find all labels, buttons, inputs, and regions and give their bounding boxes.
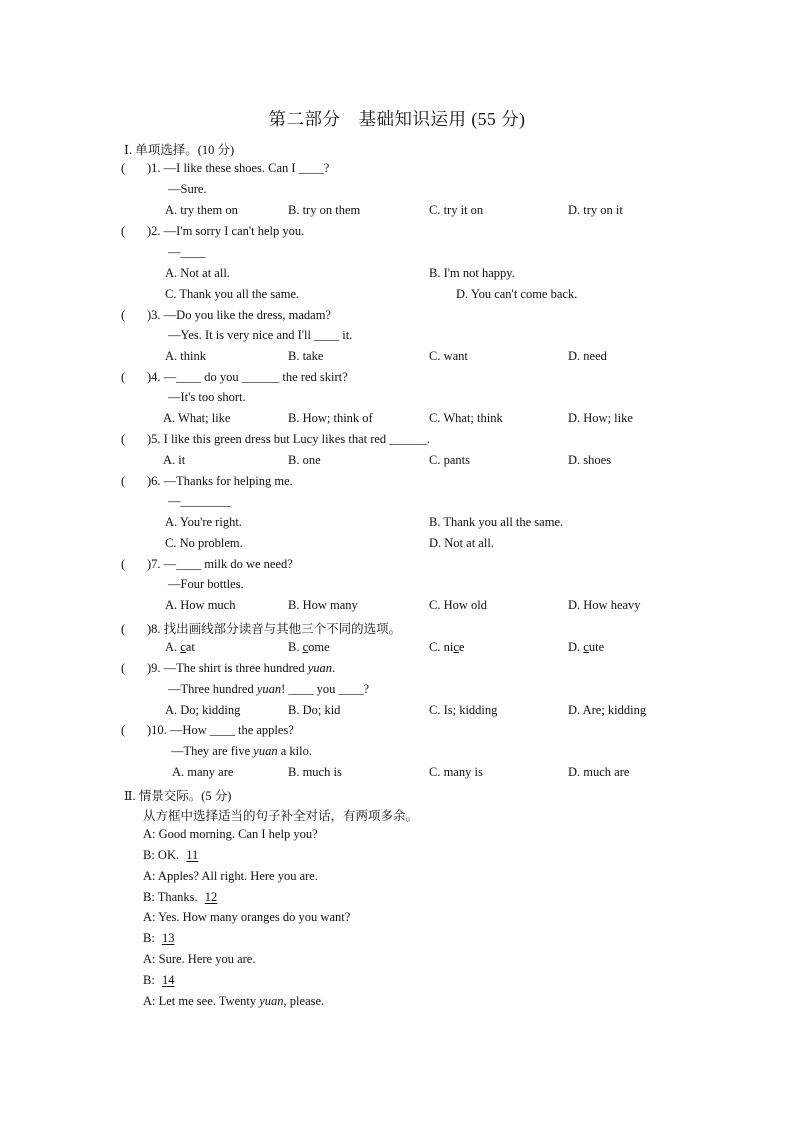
q4-option-b: B. How; think of (288, 411, 373, 425)
question-1-reply: —Sure. (168, 182, 207, 196)
q2-option-c: C. Thank you all the same. (165, 287, 300, 301)
dialog-line: B: 13 (143, 931, 178, 946)
q6-option-a: A. You're right. (165, 515, 242, 529)
question-1: ( )1. —I like these shoes. Can I ____? (121, 161, 330, 175)
page-title: 第二部分 基础知识运用 (55 分) (268, 109, 526, 129)
question-stem: )6. —Thanks for helping me. (147, 474, 293, 488)
dialog-line: A: Good morning. Can I help you? (143, 827, 318, 841)
q3-option-d: D. need (568, 349, 607, 363)
dialog-line: A: Sure. Here you are. (143, 952, 256, 966)
q9-option-d: D. Are; kidding (568, 703, 647, 717)
q3-option-c: C. want (429, 349, 468, 363)
blank-12[interactable]: 12 (204, 890, 218, 904)
q7-option-d: D. How heavy (568, 598, 641, 612)
q4-option-c: C. What; think (429, 411, 503, 425)
blank-14[interactable]: 14 (161, 973, 175, 987)
q7-option-b: B. How many (288, 598, 358, 612)
dialog-line: A: Let me see. Twenty yuan, please. (143, 994, 325, 1008)
question-10: ( )10. —How ____ the apples? (121, 723, 294, 737)
question-3-reply: —Yes. It is very nice and I'll ____ it. (168, 328, 353, 342)
q5-option-a: A. it (163, 453, 186, 467)
dialog-line: A: Apples? All right. Here you are. (143, 869, 318, 883)
q8-option-d: D. cute (568, 640, 605, 654)
q1-option-c: C. try it on (429, 203, 484, 217)
q10-option-d: D. much are (568, 765, 630, 779)
section-2-header: Ⅱ. 情景交际。(5 分) (124, 789, 232, 803)
question-stem: )4. —____ do you ______ the red skirt? (147, 370, 348, 384)
q9-option-c: C. Is; kidding (429, 703, 498, 717)
q4-option-a: A. What; like (163, 411, 231, 425)
dialog-line: B: 14 (143, 973, 178, 988)
q8-option-b: B. come (288, 640, 330, 654)
q9-option-b: B. Do; kid (288, 703, 341, 717)
question-10-reply: —They are five yuan a kilo. (171, 744, 312, 758)
question-stem: )8. 找出画线部分读音与其他三个不同的选项。 (147, 622, 402, 636)
q1-option-a: A. try them on (165, 203, 238, 217)
dialog-line: A: Yes. How many oranges do you want? (143, 910, 351, 924)
question-8: ( )8. 找出画线部分读音与其他三个不同的选项。 (121, 622, 402, 636)
question-stem: )10. —How ____ the apples? (147, 723, 294, 737)
question-stem: )3. —Do you like the dress, madam? (147, 308, 331, 322)
question-2-reply: —____ (168, 245, 206, 259)
question-9: ( )9. —The shirt is three hundred yuan. (121, 661, 336, 675)
dialog-line: B: Thanks. 12 (143, 890, 221, 905)
blank-13[interactable]: 13 (161, 931, 175, 945)
question-stem: )2. —I'm sorry I can't help you. (147, 224, 305, 238)
question-7: ( )7. —____ milk do we need? (121, 557, 293, 571)
q6-option-c: C. No problem. (165, 536, 243, 550)
q10-option-c: C. many is (429, 765, 483, 779)
question-7-reply: —Four bottles. (168, 577, 244, 591)
q7-option-a: A. How much (165, 598, 236, 612)
question-4-reply: —It's too short. (168, 390, 246, 404)
q8-option-c: C. nice (429, 640, 465, 654)
question-6: ( )6. —Thanks for helping me. (121, 474, 293, 488)
dialog-line: B: OK. 11 (143, 848, 202, 863)
question-6-reply: —________ (168, 494, 231, 508)
q7-option-c: C. How old (429, 598, 487, 612)
q6-option-b: B. Thank you all the same. (429, 515, 564, 529)
q1-option-b: B. try on them (288, 203, 361, 217)
question-3: ( )3. —Do you like the dress, madam? (121, 308, 331, 322)
q1-option-d: D. try on it (568, 203, 623, 217)
q5-option-c: C. pants (429, 453, 470, 467)
q2-option-d: D. You can't come back. (456, 287, 578, 301)
question-4: ( )4. —____ do you ______ the red skirt? (121, 370, 348, 384)
blank-11[interactable]: 11 (186, 848, 199, 862)
q5-option-d: D. shoes (568, 453, 612, 467)
section-2-instruction: 从方框中选择适当的句子补全对话，有两项多余。 (143, 809, 419, 823)
q3-option-b: B. take (288, 349, 324, 363)
q2-option-b: B. I'm not happy. (429, 266, 515, 280)
q6-option-d: D. Not at all. (429, 536, 494, 550)
q4-option-d: D. How; like (568, 411, 633, 425)
question-stem: )5. I like this green dress but Lucy likes that red ______. (147, 432, 430, 446)
q9-option-a: A. Do; kidding (165, 703, 241, 717)
question-stem: )7. —____ milk do we need? (147, 557, 293, 571)
question-2: ( )2. —I'm sorry I can't help you. (121, 224, 305, 238)
q3-option-a: A. think (165, 349, 206, 363)
section-1-header: Ⅰ. 单项选择。(10 分) (124, 143, 235, 157)
question-9-reply: —Three hundred yuan! ____ you ____? (168, 682, 370, 696)
q10-option-a: A. many are (172, 765, 234, 779)
q5-option-b: B. one (288, 453, 321, 467)
q8-option-a: A. cat (165, 640, 195, 654)
question-5: ( )5. I like this green dress but Lucy likes that red ______. (121, 432, 430, 446)
q2-option-a: A. Not at all. (165, 266, 230, 280)
q10-option-b: B. much is (288, 765, 342, 779)
question-stem: )1. —I like these shoes. Can I ____? (147, 161, 330, 175)
